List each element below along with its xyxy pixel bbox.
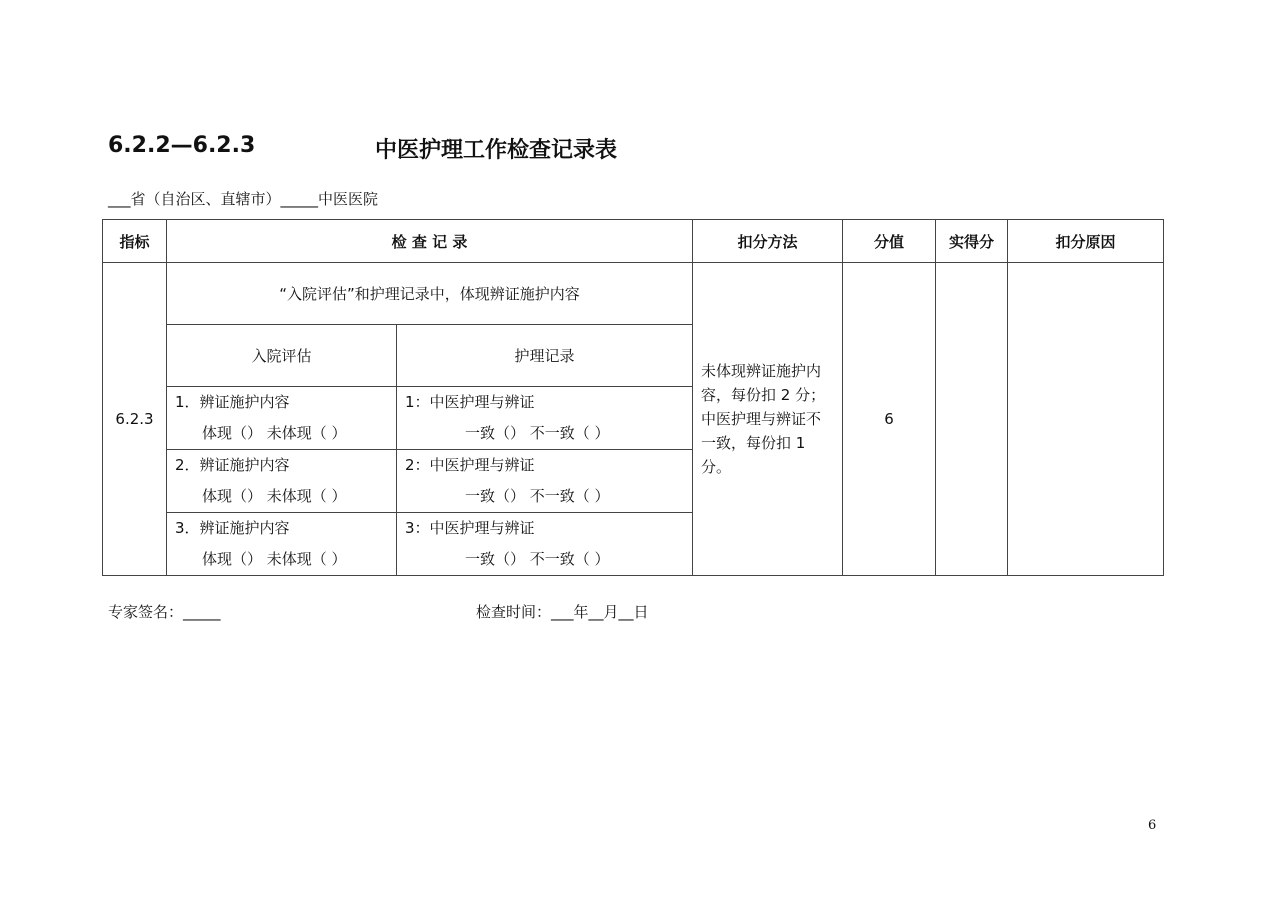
- index-cell: 6.2.3: [103, 263, 167, 576]
- header-record: 检 查 记 录: [167, 220, 693, 263]
- item-label: 2．辨证施护内容: [175, 456, 290, 474]
- item-label: 3．辨证施护内容: [175, 519, 290, 537]
- inspection-table: [102, 219, 1164, 576]
- table-row: [103, 263, 1164, 325]
- header-reason: 扣分原因: [1008, 220, 1164, 263]
- header-actual: 实得分: [936, 220, 1008, 263]
- admission-item: [167, 450, 397, 513]
- record-item: [397, 387, 693, 450]
- actual-score-cell[interactable]: [936, 263, 1008, 576]
- record-item: [397, 513, 693, 576]
- item-check[interactable]: 一致（） 不一致（ ）: [465, 487, 610, 505]
- item-check[interactable]: 体现（） 未体现（ ）: [202, 487, 347, 505]
- item-check[interactable]: 一致（） 不一致（ ）: [465, 550, 610, 568]
- score-cell: 6: [843, 263, 936, 576]
- inspection-date: 检查时间：___年__月__日: [476, 603, 649, 621]
- admission-item: [167, 387, 397, 450]
- item-label: 1：中医护理与辨证: [405, 393, 535, 411]
- admission-item: [167, 513, 397, 576]
- document-title: 中医护理工作检查记录表: [375, 138, 618, 163]
- header-method: 扣分方法: [693, 220, 843, 263]
- hospital-line: ___省（自治区、直辖市）_____中医医院: [108, 190, 379, 208]
- record-item: [397, 450, 693, 513]
- item-check[interactable]: 一致（） 不一致（ ）: [465, 424, 610, 442]
- page-number: 6: [1148, 818, 1157, 833]
- item-check[interactable]: 体现（） 未体现（ ）: [202, 424, 347, 442]
- header-index: 指标: [103, 220, 167, 263]
- intro-cell: “入院评估”和护理记录中，体现辨证施护内容: [167, 263, 693, 325]
- subheader-nursing-record: 护理记录: [397, 325, 693, 387]
- item-label: 3：中医护理与辨证: [405, 519, 535, 537]
- section-code: 6.2.2—6.2.3: [108, 133, 256, 158]
- expert-signature: 专家签名：_____: [108, 603, 221, 621]
- subheader-admission: 入院评估: [167, 325, 397, 387]
- item-label: 1．辨证施护内容: [175, 393, 290, 411]
- item-check[interactable]: 体现（） 未体现（ ）: [202, 550, 347, 568]
- table-header-row: [103, 220, 1164, 263]
- header-score: 分值: [843, 220, 936, 263]
- item-label: 2：中医护理与辨证: [405, 456, 535, 474]
- deduction-reason-cell[interactable]: [1008, 263, 1164, 576]
- method-cell: 未体现辨证施护内容，每份扣 2 分；中医护理与辨证不一致，每份扣 1 分。: [693, 263, 843, 576]
